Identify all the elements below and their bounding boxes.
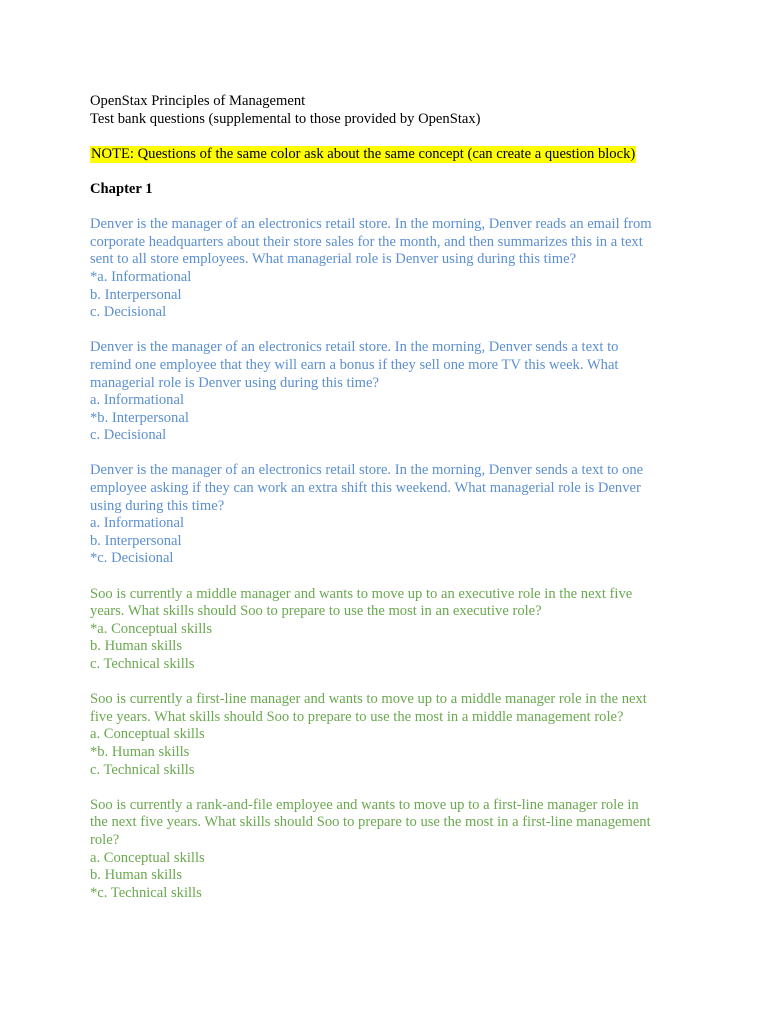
answer-option: b. Human skills bbox=[90, 867, 183, 884]
question-line: years. What skills should Soo to prepare to use the most in an executive role? bbox=[90, 603, 542, 620]
question-line: five years. What skills should Soo to prepare to use the most in a middle management role? bbox=[90, 708, 624, 725]
answer-option: *c. Decisional bbox=[90, 550, 174, 567]
answer-option: c. Decisional bbox=[90, 427, 167, 444]
chapter-heading: Chapter 1 bbox=[90, 180, 153, 197]
question-line: Denver is the manager of an electronics retail store. In the morning, Denver sends a text to one bbox=[90, 462, 644, 479]
question-text bbox=[90, 586, 690, 621]
answer-option: *c. Technical skills bbox=[90, 884, 202, 901]
question-line: sent to all store employees. What managerial role is Denver using during this time? bbox=[90, 251, 577, 268]
answer-option: a. Conceptual skills bbox=[90, 849, 205, 866]
question-text bbox=[90, 216, 690, 269]
answer-option: b. Human skills bbox=[90, 638, 183, 655]
question-line: employee asking if they can work an extra shift this weekend. What managerial role is Denver bbox=[90, 480, 641, 497]
question-line: Denver is the manager of an electronics retail store. In the morning, Denver sends a text to bbox=[90, 339, 619, 356]
answer-option: c. Technical skills bbox=[90, 761, 195, 778]
document-title: OpenStax Principles of Management bbox=[90, 93, 306, 109]
question-line: Denver is the manager of an electronics retail store. In the morning, Denver reads an email from bbox=[90, 216, 652, 233]
question-line: Soo is currently a rank-and-file employee and wants to move up to a first-line manager role in bbox=[90, 796, 639, 813]
question-line: Soo is currently a first-line manager and wants to move up to a middle manager role in the next bbox=[90, 691, 647, 708]
answer-option: a. Informational bbox=[90, 392, 185, 409]
document-page bbox=[90, 93, 690, 920]
question-line: role? bbox=[90, 831, 120, 848]
document-subtitle: Test bank questions (supplemental to those provided by OpenStax) bbox=[90, 110, 481, 127]
answer-option: b. Interpersonal bbox=[90, 286, 182, 303]
question-item bbox=[90, 797, 690, 903]
highlighted-note: NOTE: Questions of the same color ask about the same concept (can create a question block) bbox=[91, 145, 636, 162]
note-block bbox=[90, 146, 690, 164]
question-line: the next five years. What skills should Soo to prepare to use the most in a first-line management bbox=[90, 814, 651, 831]
question-text bbox=[90, 797, 690, 850]
question-item bbox=[90, 586, 690, 674]
question-text bbox=[90, 339, 690, 392]
answer-option: c. Technical skills bbox=[90, 656, 195, 672]
answer-option: *a. Informational bbox=[90, 268, 192, 285]
question-text bbox=[90, 462, 690, 515]
answer-option: a. Informational bbox=[90, 515, 185, 532]
question-item bbox=[90, 339, 690, 445]
question-line: Soo is currently a middle manager and wants to move up to an executive role in the next five bbox=[90, 585, 633, 602]
question-line: remind one employee that they will earn a bonus if they sell one more TV this week. What bbox=[90, 356, 619, 373]
answer-option: a. Conceptual skills bbox=[90, 726, 205, 743]
question-line: corporate headquarters about their store sales for the month, and then summarizes this in a text bbox=[90, 233, 643, 250]
question-text bbox=[90, 691, 690, 726]
answer-option: *b. Interpersonal bbox=[90, 409, 189, 426]
question-item bbox=[90, 216, 690, 322]
question-item bbox=[90, 462, 690, 568]
chapter-heading-block bbox=[90, 181, 690, 199]
question-line: using during this time? bbox=[90, 497, 225, 514]
document-header bbox=[90, 93, 690, 128]
question-item bbox=[90, 691, 690, 779]
question-line: managerial role is Denver using during this time? bbox=[90, 374, 379, 391]
answer-option: *a. Conceptual skills bbox=[90, 620, 213, 637]
answer-option: b. Interpersonal bbox=[90, 532, 182, 549]
answer-option: c. Decisional bbox=[90, 304, 167, 321]
answer-option: *b. Human skills bbox=[90, 743, 190, 760]
